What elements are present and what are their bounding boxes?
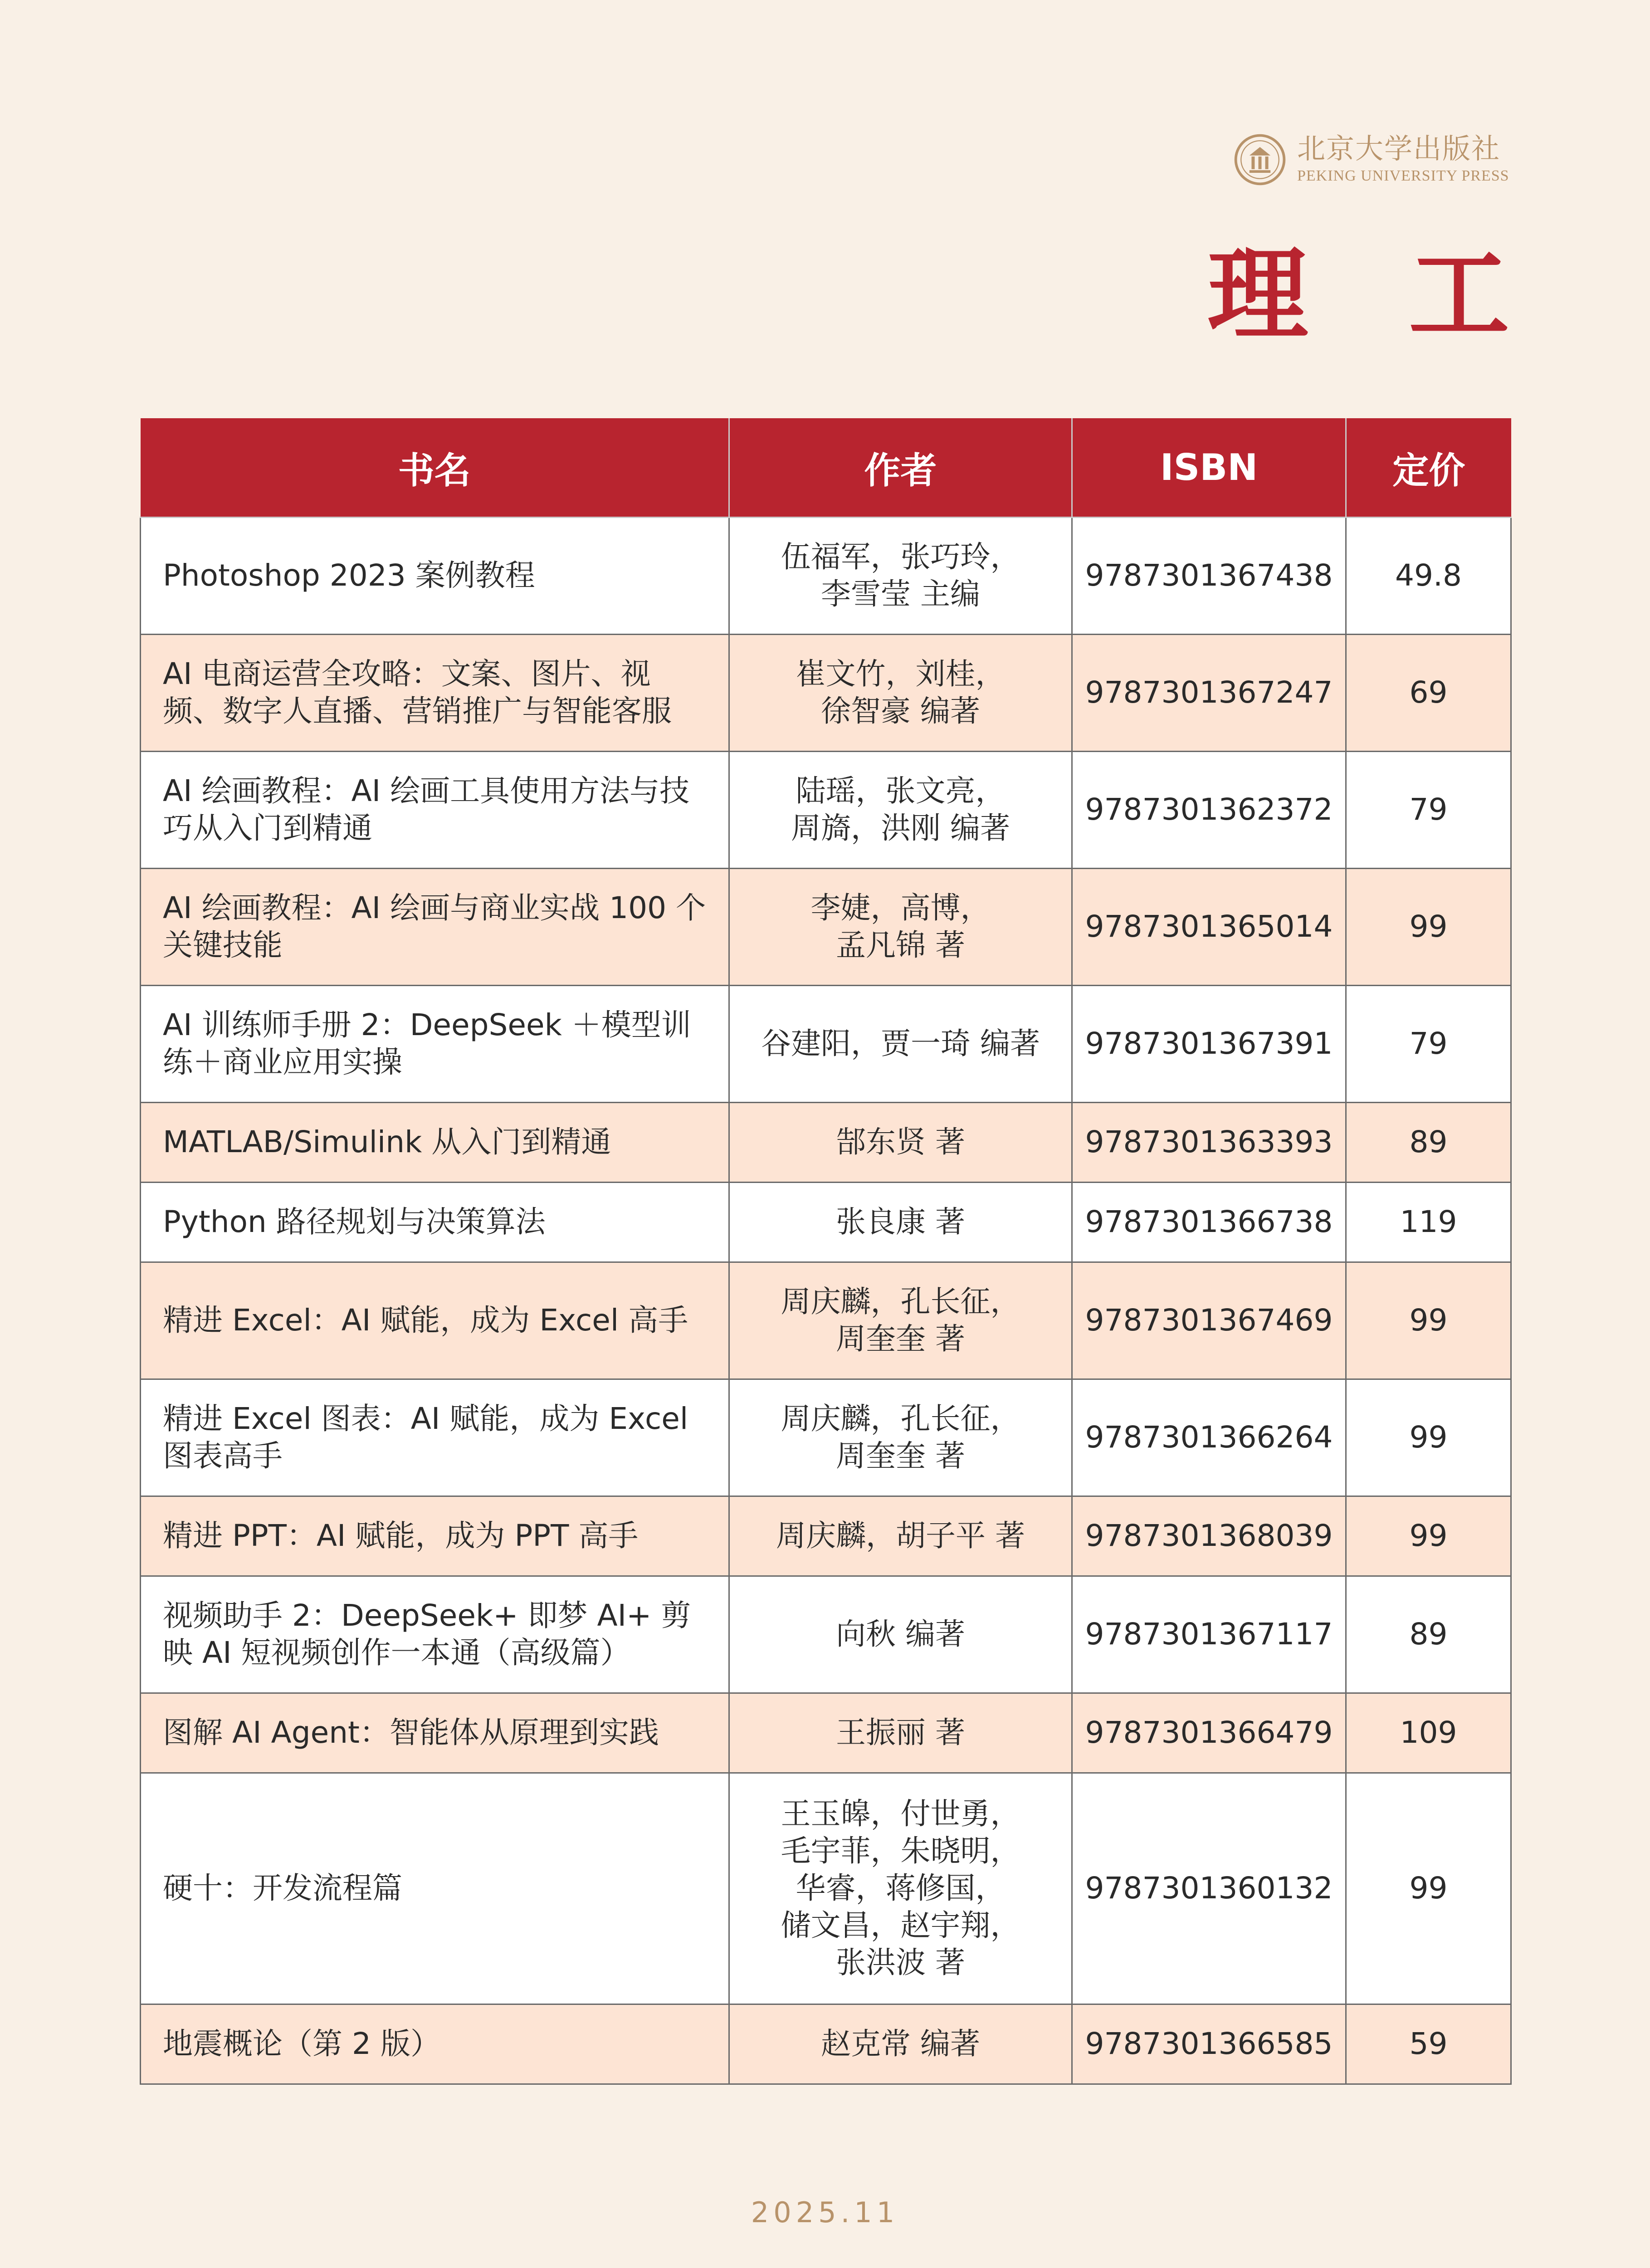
book-price: 59 — [1346, 2004, 1511, 2084]
table-header-row — [141, 418, 1511, 517]
book-author: 伍福军，张巧玲， 李雪莹 主编 — [729, 517, 1072, 634]
section-title: 理 工 — [1207, 236, 1509, 354]
table-row — [141, 1182, 1511, 1262]
table-row — [141, 2004, 1511, 2084]
book-price: 49.8 — [1346, 517, 1511, 634]
header-price: 定价 — [1346, 418, 1511, 517]
book-title: Python 路径规划与决策算法 — [141, 1182, 729, 1262]
book-author: 向秋 编著 — [729, 1576, 1072, 1693]
table-row — [141, 1693, 1511, 1773]
book-isbn: 9787301363393 — [1072, 1102, 1346, 1182]
table-row — [141, 1773, 1511, 2004]
book-price: 79 — [1346, 751, 1511, 868]
header-title: 书名 — [141, 418, 729, 517]
book-title: 精进 Excel 图表：AI 赋能，成为 Excel 图表高手 — [141, 1379, 729, 1496]
table-row — [141, 634, 1511, 751]
table-row — [141, 985, 1511, 1102]
book-price: 99 — [1346, 868, 1511, 985]
book-price: 79 — [1346, 985, 1511, 1102]
book-author: 崔文竹，刘桂， 徐智豪 编著 — [729, 634, 1072, 751]
book-isbn: 9787301366479 — [1072, 1693, 1346, 1773]
book-title: AI 绘画教程：AI 绘画与商业实战 100 个关键技能 — [141, 868, 729, 985]
book-isbn: 9787301366264 — [1072, 1379, 1346, 1496]
book-price: 99 — [1346, 1496, 1511, 1576]
table-row — [141, 1379, 1511, 1496]
book-author: 谷建阳，贾一琦 编著 — [729, 985, 1072, 1102]
book-title: 精进 Excel：AI 赋能，成为 Excel 高手 — [141, 1262, 729, 1379]
table-row — [141, 751, 1511, 868]
table-row — [141, 1576, 1511, 1693]
book-isbn: 9787301367247 — [1072, 634, 1346, 751]
book-price: 99 — [1346, 1773, 1511, 2004]
book-title: 精进 PPT：AI 赋能，成为 PPT 高手 — [141, 1496, 729, 1576]
table-row — [141, 1262, 1511, 1379]
book-title: AI 绘画教程：AI 绘画工具使用方法与技巧从入门到精通 — [141, 751, 729, 868]
book-title: MATLAB/Simulink 从入门到精通 — [141, 1102, 729, 1182]
table-row — [141, 1102, 1511, 1182]
book-title: AI 训练师手册 2：DeepSeek ＋模型训练＋商业应用实操 — [141, 985, 729, 1102]
book-title: 地震概论（第 2 版） — [141, 2004, 729, 2084]
book-price: 99 — [1346, 1379, 1511, 1496]
book-author: 周庆麟，孔长征， 周奎奎 著 — [729, 1262, 1072, 1379]
book-isbn: 9787301367117 — [1072, 1576, 1346, 1693]
book-isbn: 9787301365014 — [1072, 868, 1346, 985]
book-isbn: 9787301367438 — [1072, 517, 1346, 634]
book-isbn: 9787301367469 — [1072, 1262, 1346, 1379]
book-author: 王振丽 著 — [729, 1693, 1072, 1773]
book-isbn: 9787301366738 — [1072, 1182, 1346, 1262]
book-price: 119 — [1346, 1182, 1511, 1262]
book-author: 王玉皞，付世勇， 毛宇菲，朱晓明， 华睿，蒋修国， 储文昌，赵宇翔， 张洪波 著 — [729, 1773, 1072, 2004]
book-author: 赵克常 编著 — [729, 2004, 1072, 2084]
table-row — [141, 517, 1511, 634]
book-title: Photoshop 2023 案例教程 — [141, 517, 729, 634]
book-title: AI 电商运营全攻略：文案、图片、视频、数字人直播、营销推广与智能客服 — [141, 634, 729, 751]
university-seal-icon — [1234, 133, 1286, 186]
book-author: 陆瑶，张文亮， 周旖，洪刚 编著 — [729, 751, 1072, 868]
book-author: 郜东贤 著 — [729, 1102, 1072, 1182]
publisher-logo — [1234, 132, 1515, 191]
book-isbn: 9787301366585 — [1072, 2004, 1346, 2084]
book-author: 张良康 著 — [729, 1182, 1072, 1262]
table-row — [141, 868, 1511, 985]
book-title: 硬十：开发流程篇 — [141, 1773, 729, 2004]
book-isbn: 9787301368039 — [1072, 1496, 1346, 1576]
book-isbn: 9787301362372 — [1072, 751, 1346, 868]
book-isbn: 9787301360132 — [1072, 1773, 1346, 2004]
book-price: 99 — [1346, 1262, 1511, 1379]
book-title: 图解 AI Agent：智能体从原理到实践 — [141, 1693, 729, 1773]
book-price: 69 — [1346, 634, 1511, 751]
book-author: 周庆麟，孔长征， 周奎奎 著 — [729, 1379, 1072, 1496]
book-price: 109 — [1346, 1693, 1511, 1773]
book-isbn: 9787301367391 — [1072, 985, 1346, 1102]
publisher-name-english: PEKING UNIVERSITY PRESS — [1297, 167, 1509, 184]
publisher-name: 北京大学出版社 — [1297, 132, 1501, 165]
issue-date: 2025.11 — [751, 2196, 899, 2229]
header-author: 作者 — [729, 418, 1072, 517]
header-isbn: ISBN — [1072, 418, 1346, 517]
book-author: 李婕，高博， 孟凡锦 著 — [729, 868, 1072, 985]
book-price: 89 — [1346, 1576, 1511, 1693]
book-author: 周庆麟，胡子平 著 — [729, 1496, 1072, 1576]
table-row — [141, 1496, 1511, 1576]
book-table — [140, 418, 1512, 2085]
book-price: 89 — [1346, 1102, 1511, 1182]
book-title: 视频助手 2：DeepSeek+ 即梦 AI+ 剪映 AI 短视频创作一本通（高级篇） — [141, 1576, 729, 1693]
